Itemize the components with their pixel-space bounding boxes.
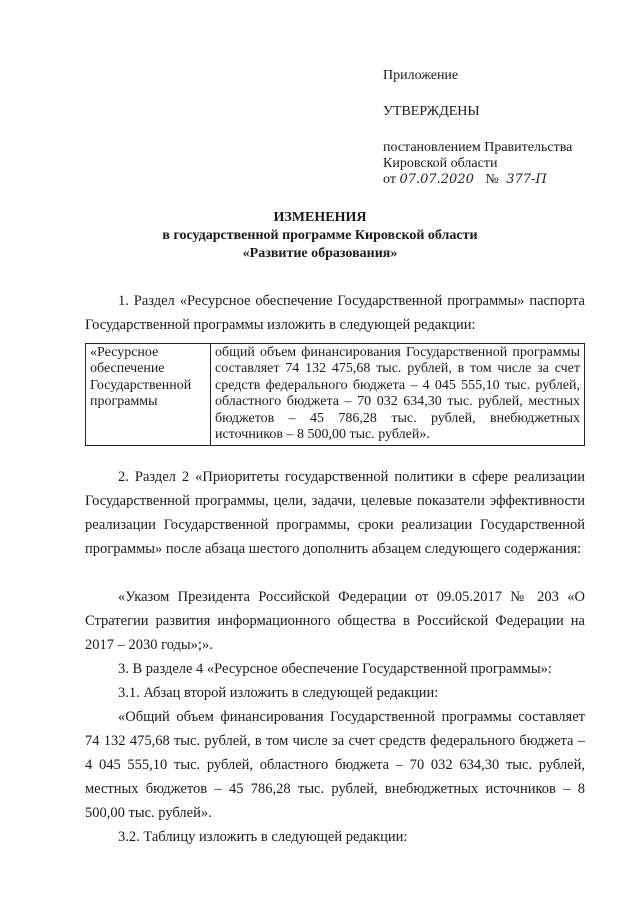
table-row <box>86 344 585 446</box>
table-label-cell: «Ресурсное обеспечение Государственной программы <box>86 344 211 446</box>
approved-by-line2: Кировской области <box>383 156 498 171</box>
paragraph-1: 1. Раздел «Ресурсное обеспечение Государственной программы» паспорта Государственной программы изложить в следующей редакции: <box>85 293 585 333</box>
number-label: № <box>485 172 499 187</box>
date-number-line <box>383 171 547 188</box>
paragraph-7: 3.2. Таблицу изложить в следующей редакции: <box>118 829 408 845</box>
paragraph-4: 3. В разделе 4 «Ресурсное обеспечение Государственной программы»: <box>118 661 552 677</box>
paragraph-5: 3.1. Абзац второй изложить в следующей редакции: <box>118 685 439 701</box>
from-label: от <box>383 172 396 187</box>
table-content-cell: общий объем финансирования Государственной программы составляет 74 132 475,68 тыс. рублей, в том числе за счет средств федерального бюджета – 4 045 555,10 тыс. рублей, областного бюджета – 70 032 634,30 тыс. рублей, местных бюджетов – 45 786,28 тыс. рублей, внебюджетных источников – 8 500,00 тыс. рублей». <box>211 344 585 446</box>
handwritten-date: 07.07.2020 <box>399 172 474 187</box>
paragraph-3: «Указом Президента Российской Федерации от 09.05.2017 № 203 «О Стратегии развития информационного общества в Российской Федерации на 2017 – 2030 годы»;». <box>85 589 585 653</box>
doc-program-name: «Развитие образования» <box>242 246 398 261</box>
handwritten-number: 377-П <box>506 172 547 187</box>
paragraph-2: 2. Раздел 2 «Приоритеты государственной политики в сфере реализации Государственной программы, цели, задачи, целевые показатели эффективности реализации Государственной программы, сроки реализации Государственной программы» после абзаца шестого дополнить абзацем следующего содержания: <box>85 469 585 557</box>
doc-subtitle: в государственной программе Кировской области <box>162 228 478 243</box>
doc-title: ИЗМЕНЕНИЯ <box>273 210 367 225</box>
approved-label: УТВЕРЖДЕНЫ <box>383 104 480 119</box>
appendix-label: Приложение <box>383 68 459 83</box>
approved-by-line1: постановлением Правительства <box>383 140 573 155</box>
paragraph-6: «Общий объем финансирования Государственной программы составляет 74 132 475,68 тыс. рублей, в том числе за счет средств федерального бюджета – 4 045 555,10 тыс. рублей, областного бюджета – 70 032 634,30 тыс. рублей, местных бюджетов – 45 786,28 тыс. рублей, внебюджетных источников – 8 500,00 тыс. рублей». <box>85 709 585 821</box>
resource-table <box>85 343 585 446</box>
